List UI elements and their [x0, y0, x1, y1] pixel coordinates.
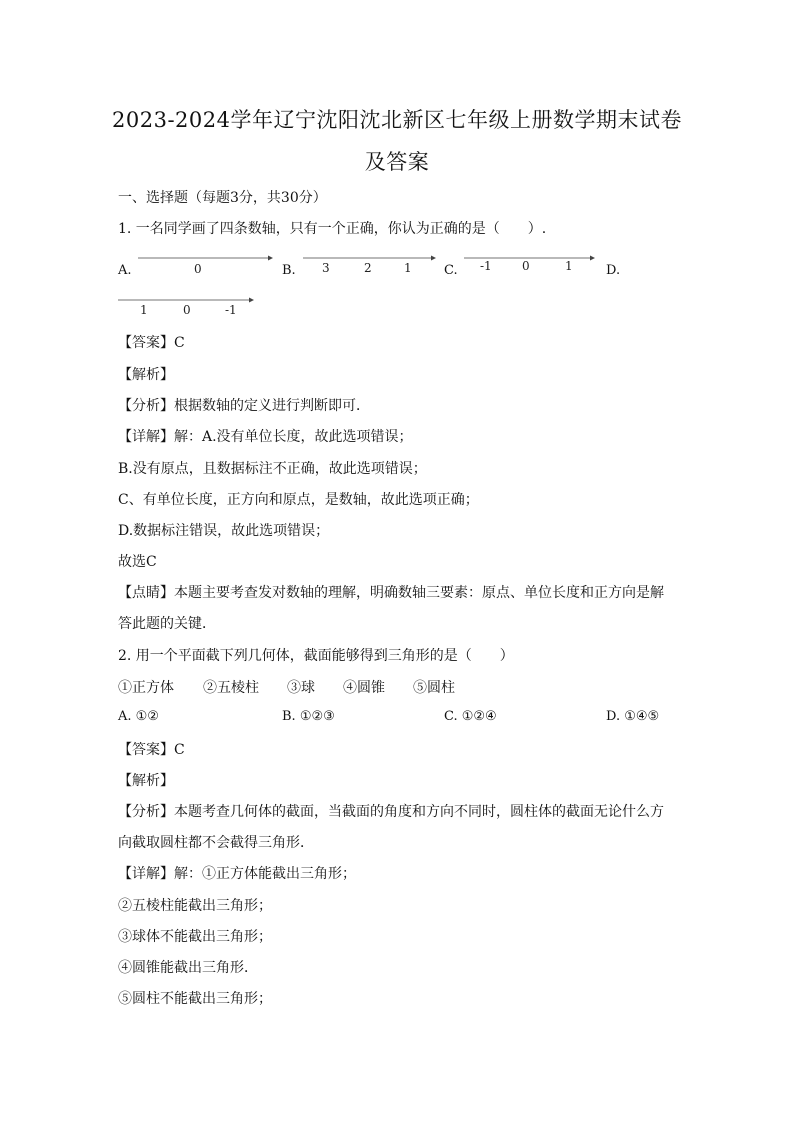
q2-detail-5: ⑤圆柱不能截出三角形；: [118, 991, 272, 1007]
q2-option-c: C. ①②④: [444, 709, 497, 724]
q1-option-d-label: D.: [606, 263, 621, 278]
q1-axis-b-tick-2: 1: [404, 261, 412, 275]
q2-detail-2: ②五棱柱能截出三角形；: [118, 898, 272, 914]
q2-detail-4: ④圆锥能截出三角形．: [118, 960, 258, 976]
q1-axis-c-tick-1: 0: [522, 259, 530, 273]
q1-conclusion: 故选C: [118, 554, 157, 570]
q2-option-a: A. ①②: [118, 709, 159, 724]
document-title-line1: 2023-2024学年辽宁沈阳沈北新区七年级上册数学期末试卷: [112, 108, 682, 132]
q2-solid-3: ③球: [287, 680, 315, 696]
q1-option-b-label: B.: [282, 263, 296, 278]
q2-detail-3: ③球体不能截出三角形；: [118, 929, 272, 945]
q2-analysis-header: 【解析】: [118, 773, 174, 789]
q1-comment-2: 答此题的关键．: [118, 616, 216, 632]
q1-analysis-header: 【解析】: [118, 367, 174, 383]
q1-detail-1: 【详解】解：A.没有单位长度，故此选项错误；: [118, 429, 413, 445]
q1-comment-1: 【点睛】本题主要考查发对数轴的理解，明确数轴三要素：原点、单位长度和正方向是解: [118, 585, 664, 601]
q1-stem: 1. 一名同学画了四条数轴，只有一个正确，你认为正确的是（ ）.: [118, 221, 547, 237]
q1-detail-3: C、有单位长度，正方向和原点，是数轴，故此选项正确；: [118, 492, 479, 508]
q1-analysis: 【分析】根据数轴的定义进行判断即可．: [118, 398, 370, 414]
q1-axis-d-tick-2: -1: [225, 303, 237, 317]
q1-option-a-label: A.: [118, 263, 132, 278]
q2-option-b: B. ①②③: [282, 709, 335, 724]
q1-axis-b-tick-1: 2: [364, 261, 372, 275]
q2-solid-1: ①正方体: [118, 680, 174, 696]
q1-answer: 【答案】C: [118, 335, 185, 351]
q2-stem: 2. 用一个平面截下列几何体，截面能够得到三角形的是（ ）: [118, 648, 514, 664]
q1-number-line-b: [303, 252, 437, 280]
section-header: 一、选择题（每题3分，共30分）: [118, 190, 327, 206]
document-title-line2: 及答案: [364, 150, 430, 174]
q1-number-line-d: [118, 294, 256, 322]
q1-axis-c-tick-0: -1: [480, 259, 492, 273]
q2-solid-2: ②五棱柱: [203, 680, 259, 696]
q1-axis-a-tick-0: 0: [194, 262, 202, 276]
q2-solid-5: ⑤圆柱: [413, 680, 455, 696]
q1-axis-c-tick-2: 1: [565, 259, 573, 273]
q2-solid-4: ④圆锥: [343, 680, 385, 696]
q1-axis-d-tick-0: 1: [140, 303, 148, 317]
q2-answer: 【答案】C: [118, 742, 185, 758]
q1-number-line-a: [138, 252, 274, 280]
q1-number-line-c: [464, 252, 596, 280]
q1-axis-d-tick-1: 0: [183, 303, 191, 317]
q1-detail-4: D.数据标注错误，故此选项错误；: [118, 523, 330, 539]
q2-analysis-1: 【分析】本题考查几何体的截面，当截面的角度和方向不同时，圆柱体的截面无论什么方: [118, 804, 664, 820]
q2-analysis-2: 向截取圆柱都不会截得三角形．: [118, 835, 314, 851]
q1-axis-b-tick-0: 3: [322, 261, 330, 275]
q1-option-c-label: C.: [444, 263, 458, 278]
q2-option-d: D. ①④⑤: [606, 709, 660, 724]
q2-detail-1: 【详解】解：①正方体能截出三角形；: [118, 866, 356, 882]
q1-detail-2: B.没有原点，且数据标注不正确，故此选项错误；: [118, 461, 427, 477]
